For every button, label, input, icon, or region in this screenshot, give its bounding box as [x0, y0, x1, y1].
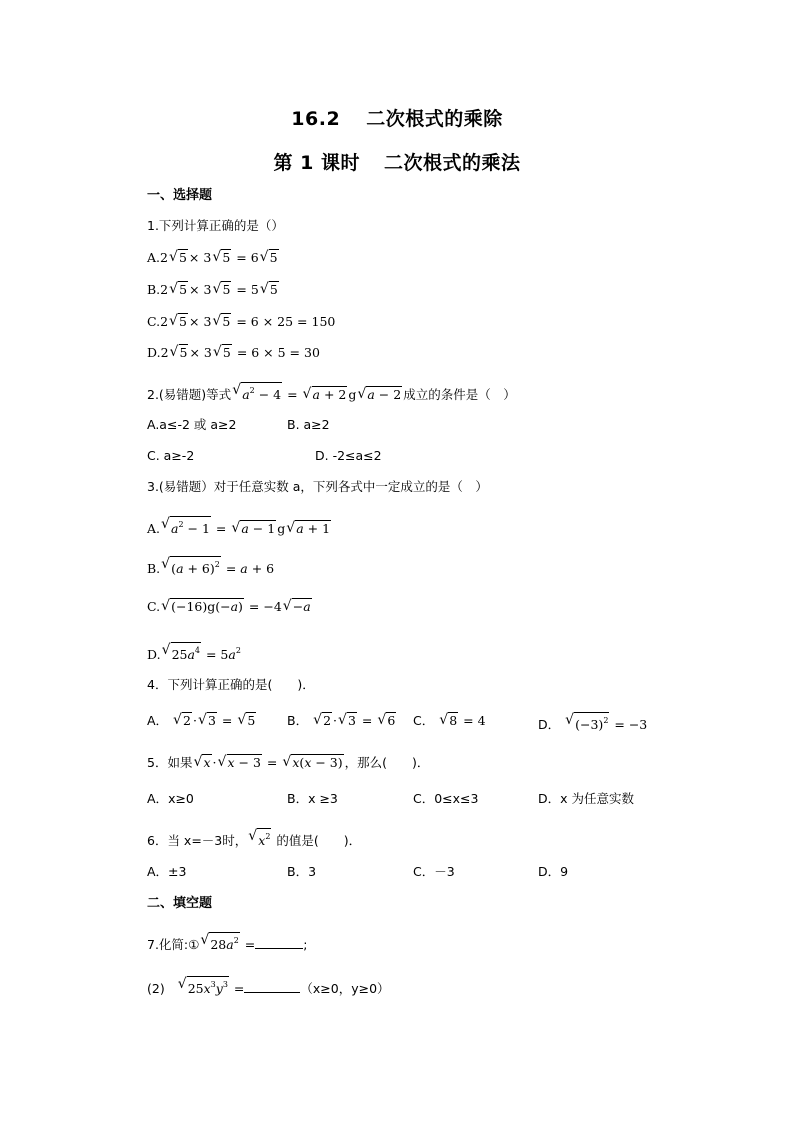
question-7-part1: 7.化简:①√ $28a^2$ = ;: [147, 932, 307, 954]
sqrt-symbol: [232, 382, 282, 404]
sqrt-symbol: [282, 754, 343, 772]
sqrt-symbol: [565, 712, 609, 734]
coefficient: 2: [160, 282, 169, 297]
sqrt-symbol: [377, 712, 396, 730]
question-5-stem: 5．如果√ x ·√ x − 3 = √ x(x − 3) ，那么( )．: [147, 754, 429, 772]
question-2-options-row1: [147, 416, 647, 434]
question-4-options: [147, 712, 667, 732]
subtitle-lesson: 第 1 课时: [273, 152, 360, 174]
radicand: a − 2: [367, 387, 402, 402]
option-a: A．±3: [147, 864, 187, 879]
option-c: C. a≥-2: [147, 448, 195, 463]
option-value: x≥0: [168, 791, 194, 806]
option-value: 0≤x≤3: [434, 791, 479, 806]
radicand: 2: [323, 713, 332, 728]
radicand: $a^2 - 1$: [170, 516, 211, 536]
radicand: $a^2 - 4$: [241, 382, 282, 402]
sqrt-symbol: [198, 712, 217, 730]
result: = 6 × 25 = 150: [236, 314, 336, 329]
result: = 6 × 5 = 30: [236, 345, 320, 360]
question-2-prefix: 2.(易错题)等式: [147, 387, 232, 402]
option-a: A． √ 2 ·√ 3 = √ 5: [147, 712, 257, 730]
question-4-stem: 4．下列计算正确的是( )．: [147, 677, 315, 692]
option-value: x 为任意实数: [560, 791, 635, 806]
sqrt-symbol: [161, 556, 221, 578]
radicand: 3: [348, 713, 356, 728]
title-number: 16.2: [291, 108, 341, 130]
radicand: 3: [207, 713, 216, 728]
sqrt-symbol: [212, 249, 231, 267]
option-label: C.: [147, 314, 161, 329]
radicand: $x^2$: [257, 828, 271, 848]
option-label: C．: [413, 713, 435, 728]
sqrt-symbol: [213, 344, 232, 362]
question-7-part2-label: (2): [147, 981, 165, 996]
coefficient: 2: [160, 314, 169, 329]
sqrt-symbol: [357, 386, 402, 404]
result: = 5: [236, 282, 259, 297]
option-label: A.: [147, 521, 161, 536]
option-a: A.a≤-2 或 a≥2: [147, 417, 237, 432]
radicand: 5: [178, 250, 187, 265]
radicand: x − 3: [227, 755, 261, 770]
question-1-option-a: [147, 249, 280, 267]
sqrt-symbol: [286, 520, 331, 538]
page-subtitle: [0, 148, 794, 175]
option-label: C．: [413, 791, 435, 806]
question-5-options: [147, 790, 667, 808]
sqrt-symbol: [303, 386, 348, 404]
radicand: $25a^4$: [171, 642, 201, 662]
option-b: B. a≥2: [287, 417, 330, 432]
option-label: D．: [538, 717, 561, 732]
option-d: D. -2≤a≤2: [315, 448, 382, 463]
radicand: 5: [179, 282, 188, 297]
radicand: 5: [222, 282, 231, 297]
sqrt-symbol: [170, 344, 189, 362]
question-1-option-d: [147, 344, 320, 362]
option-d: D．9: [538, 864, 569, 879]
question-7-condition: （x≥0，y≥0）: [300, 981, 390, 996]
question-2-options-row2: [147, 447, 647, 465]
radicand: $(a + 6)^2$: [170, 556, 221, 576]
question-3-option-b: B.√ $(a + 6)^2 = a + 6$: [147, 556, 274, 578]
radicand: 5: [222, 345, 231, 360]
question-6-stem: [147, 828, 361, 850]
option-b: B． √ 2 ·√ 3 = √ 6: [287, 712, 397, 730]
option-label: A．: [147, 713, 169, 728]
question-2-stem: 2.(易错题)等式√ $a^2 - 4$ = √ a + 2 g√ a − 2 成立的条件是（ ）: [147, 382, 516, 404]
option-d: [538, 790, 634, 808]
sqrt-symbol: [338, 712, 357, 730]
sqrt-symbol: [161, 516, 211, 538]
radicand: $(-3)^2$: [574, 712, 609, 732]
option-label: D.: [147, 647, 161, 662]
sqrt-symbol: [162, 642, 201, 664]
radicand: −a: [292, 599, 311, 614]
sqrt-symbol: [200, 932, 239, 954]
sqrt-symbol: [193, 754, 211, 772]
radicand: (−16)g(−a): [171, 599, 243, 614]
sqrt-symbol: [161, 598, 244, 616]
subtitle-name: 二次根式的乘法: [383, 152, 521, 174]
option-value: x ≥3: [308, 791, 338, 806]
option-a: [147, 790, 194, 808]
sqrt-symbol: [231, 520, 276, 538]
option-label: B．: [287, 713, 309, 728]
sqrt-symbol: [439, 712, 458, 730]
question-6-prefix: 6．当 x=－3时，: [147, 833, 248, 848]
page-title: [0, 104, 794, 131]
radicand: a − 1: [241, 521, 276, 536]
question-1-option-c: [147, 313, 335, 331]
coefficient: 2: [160, 250, 168, 265]
option-label: B.: [147, 282, 161, 297]
radicand: a + 2: [312, 387, 347, 402]
times-three: × 3: [189, 345, 212, 360]
radicand: 5: [269, 250, 278, 265]
sqrt-symbol: [212, 281, 231, 299]
sqrt-symbol: [260, 249, 279, 267]
radicand: 8: [449, 713, 458, 728]
option-c: [413, 790, 479, 808]
radicand: 5: [247, 713, 256, 728]
question-6-suffix: 的值是( )．: [276, 833, 362, 848]
option-label: C.: [147, 599, 161, 614]
radicand: 5: [222, 314, 231, 329]
question-3-stem: 3.(易错题）对于任意实数 a，下列各式中一定成立的是（ ）: [147, 479, 488, 494]
sqrt-symbol: [169, 313, 188, 331]
section-fill-heading: 二、填空题: [147, 896, 213, 911]
option-label: B.: [147, 561, 161, 576]
radicand: 6: [387, 713, 396, 728]
question-7-part2: (2) √ $25x^3y^3 = (x\ge 0$，y≥0）: [147, 976, 390, 998]
result: = 6: [236, 250, 259, 265]
times-three: × 3: [189, 282, 212, 297]
option-c: C．－3: [413, 864, 455, 879]
times-three: × 3: [188, 250, 212, 265]
question-2-suffix: 成立的条件是（ ）: [403, 387, 516, 402]
question-7-prefix: 7.化简:①: [147, 937, 200, 952]
question-3-option-a: A.√ $a^2 - 1$ = √ a − 1 g√ a + 1: [147, 516, 332, 538]
option-d: D． √ $(-3)^2 = -3$: [538, 712, 647, 734]
coefficient: 2: [160, 345, 169, 360]
option-b: B．3: [287, 864, 317, 879]
sqrt-symbol: [169, 281, 188, 299]
option-label: D．: [538, 791, 561, 806]
question-1-stem: 1.下列计算正确的是（）: [147, 218, 284, 233]
option-label: A．: [147, 791, 169, 806]
option-b: [287, 790, 338, 808]
title-name: 二次根式的乘除: [366, 108, 503, 130]
option-c: C． √ 8 = 4: [413, 712, 486, 730]
sqrt-symbol: [178, 976, 229, 998]
radicand: $25x^3y^3$: [187, 976, 229, 996]
question-5-suffix: ，那么( )．: [344, 755, 430, 770]
radicand: 5: [179, 345, 188, 360]
option-label: B．: [287, 791, 309, 806]
sqrt-symbol: [283, 598, 312, 616]
answer-blank-2[interactable]: [244, 992, 300, 993]
answer-blank-1[interactable]: [255, 948, 303, 949]
section-choice-heading: 一、选择题: [147, 188, 213, 203]
sqrt-symbol: [260, 281, 279, 299]
question-1-option-b: [147, 281, 280, 299]
radicand: x: [203, 755, 211, 770]
question-3-option-d: D.√ $25a^4 = 5a^2$: [147, 642, 241, 664]
sqrt-symbol: [218, 754, 262, 772]
radicand: x(x − 3): [292, 755, 343, 770]
radicand: a + 1: [296, 521, 331, 536]
question-6-options: [147, 863, 667, 881]
radicand: 5: [269, 282, 278, 297]
option-label: D.: [147, 345, 161, 360]
question-3-option-c: C.√ (−16)g(−a) = −4√ −a: [147, 598, 313, 616]
radicand: 2: [183, 713, 191, 728]
question-5-prefix: 5．如果: [147, 755, 193, 770]
sqrt-symbol: [248, 828, 271, 850]
radicand: 5: [222, 250, 231, 265]
option-label: A.: [147, 250, 161, 265]
sqrt-symbol: [173, 712, 192, 730]
sqrt-symbol: [169, 249, 188, 267]
sqrt-symbol: [313, 712, 332, 730]
radicand: $28a^2$: [209, 932, 239, 952]
times-three: × 3: [189, 314, 212, 329]
sqrt-symbol: [212, 313, 231, 331]
sqrt-symbol: [237, 712, 256, 730]
radicand: 5: [179, 314, 187, 329]
question-7-suffix: ;: [303, 937, 308, 952]
